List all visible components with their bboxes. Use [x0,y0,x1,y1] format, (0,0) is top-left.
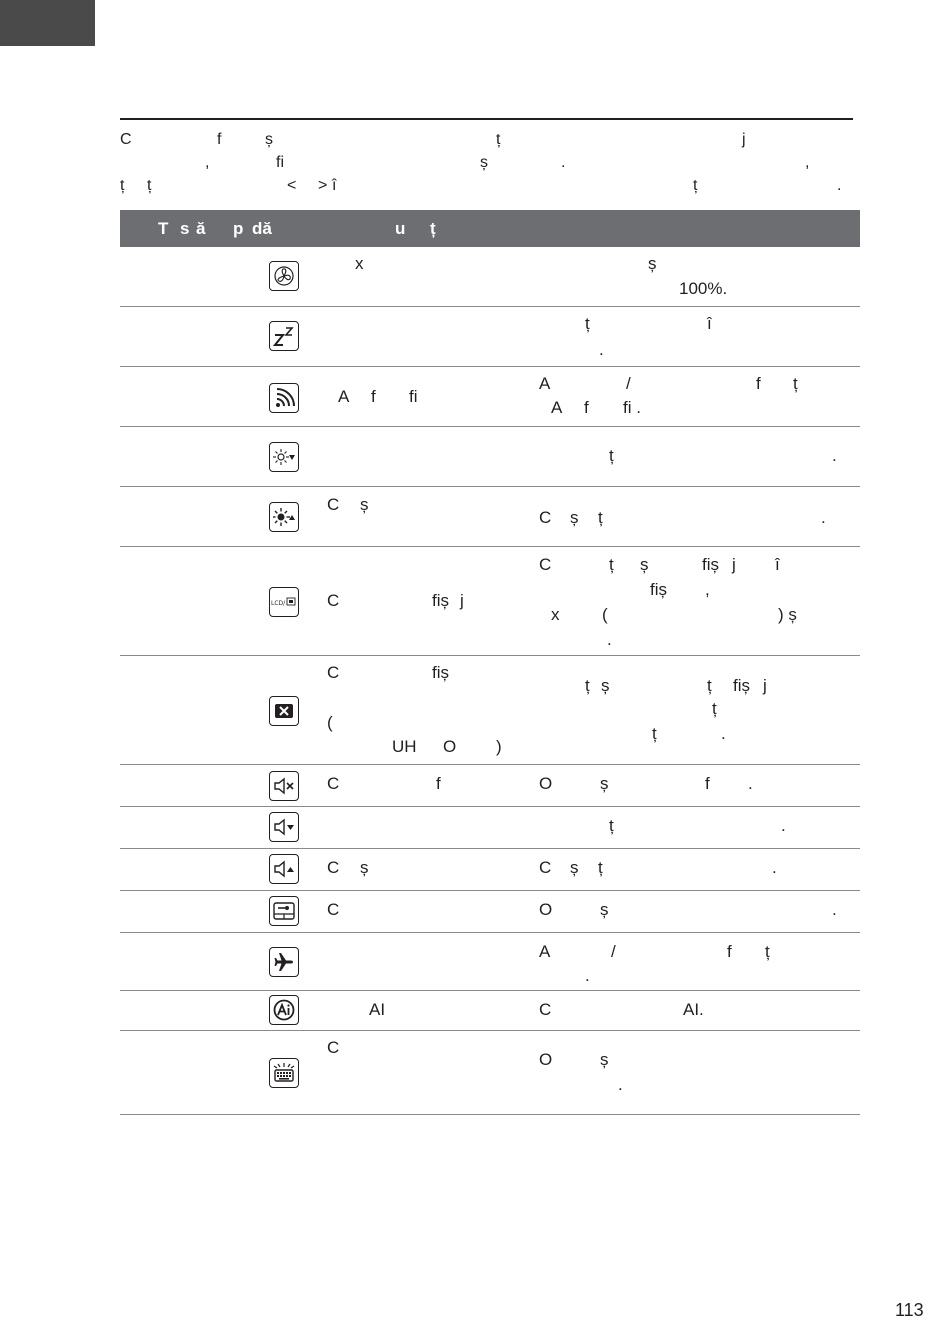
description-fragment: fi . [623,398,641,417]
function-fragment: fiș [432,591,449,610]
description-fragment: C [539,858,552,877]
intro-fragment: ș [480,154,488,171]
description-fragment: ț [609,446,614,465]
table-row [120,1031,860,1115]
function-fragment: C [327,663,340,682]
description-fragment: ț [598,508,603,527]
description-fragment: C [539,1000,552,1019]
header-fragment: ă [196,219,206,238]
table-row [120,656,860,765]
sleep-zz-icon [269,321,299,351]
description-fragment: ț [793,374,798,393]
description-fragment: fiș [733,676,750,695]
chapter-tab [0,0,95,46]
function-fragment: C [327,1038,340,1057]
table-row [120,247,860,307]
table-row [120,891,860,933]
display-switch-label: LCD/ [271,600,286,607]
description-fragment: ț [652,724,657,743]
table-header [120,210,860,247]
intro-fragment: C [120,131,132,148]
header-fragment: p [233,219,244,238]
description-fragment: j [763,676,767,695]
description-fragment: . [781,816,786,835]
description-fragment: ș [648,254,657,273]
description-fragment: O [539,774,553,793]
description-fragment: . [772,858,777,877]
description-fragment: . [821,508,826,527]
description-fragment: / [611,942,616,961]
volume-down-icon [269,812,299,842]
intro-fragment: < [287,177,297,194]
table-row [120,807,860,849]
function-fragment: f [436,774,441,793]
description-fragment: . [585,966,590,985]
function-fragment: ș [360,495,369,514]
function-fragment: C [327,774,340,793]
description-fragment: . [748,774,753,793]
description-fragment: ț [765,942,770,961]
function-fragment: ( [327,713,333,732]
brightness-down-icon [269,442,299,472]
table-row [120,547,860,656]
description-fragment: ș [600,900,609,919]
function-fragment: A [338,387,350,406]
header-fragment: s [180,219,190,238]
description-fragment: A [551,398,563,417]
intro-fragment: ț [120,177,125,194]
function-fragment: C [327,495,340,514]
description-fragment: j [732,555,736,574]
description-fragment: fiș [650,580,667,599]
description-fragment: ș [570,858,579,877]
header-fragment: dă [252,219,272,238]
function-fragment: j [460,591,464,610]
function-fragment: fi [409,387,418,406]
description-fragment: AI. [683,1000,704,1019]
description-fragment: fiș [702,555,719,574]
fan-icon [269,261,299,291]
intro-fragment: j [742,131,746,148]
header-fragment: T [158,219,169,238]
description-fragment: O [539,900,553,919]
description-fragment: C [539,508,552,527]
function-fragment: x [355,254,364,273]
description-fragment: C [539,555,552,574]
description-fragment: ț [585,676,590,695]
intro-fragment: , [805,154,810,171]
header-fragment: u [395,219,406,238]
description-fragment: ș [600,1050,609,1069]
display-switch-icon [269,587,299,617]
description-fragment: ș [601,676,610,695]
description-fragment: . [607,630,612,649]
volume-up-icon [269,854,299,884]
table-row [120,765,860,807]
brightness-up-icon [269,502,299,532]
top-rule [120,118,853,120]
function-fragment: AI [369,1000,386,1019]
table-row [120,933,860,991]
ai-icon [269,995,299,1025]
intro-fragment: fi [276,154,284,171]
mute-icon [269,771,299,801]
description-fragment: f [756,374,761,393]
table-row [120,487,860,547]
description-fragment: / [626,374,631,393]
airplane-icon [269,947,299,977]
description-fragment: ț [598,858,603,877]
description-fragment: ș [600,774,609,793]
description-fragment: x [551,605,560,624]
description-fragment: ț [609,555,614,574]
table-row [120,367,860,427]
intro-fragment: ț [147,177,152,194]
display-off-icon [269,696,299,726]
function-fragment: f [371,387,376,406]
function-fragment: C [327,900,340,919]
description-fragment: . [832,900,837,919]
header-fragment: ț [430,219,436,238]
intro-fragment: ț [496,131,501,148]
description-fragment: . [721,724,726,743]
function-fragment: C [327,591,340,610]
description-fragment: A [539,374,551,393]
description-fragment: ț [585,314,590,333]
description-fragment: î [707,314,712,333]
description-fragment: f [705,774,710,793]
function-fragment: ) [496,737,502,756]
description-fragment: ) ș [778,605,797,624]
intro-fragment: f [217,131,222,148]
description-fragment: A [539,942,551,961]
description-fragment: ț [609,816,614,835]
table-row [120,307,860,367]
description-fragment: î [775,555,780,574]
description-fragment: ț [712,699,717,718]
description-fragment: ( [602,605,608,624]
intro-fragment: > [318,177,328,194]
description-fragment: f [584,398,589,417]
table-row [120,849,860,891]
function-fragment: O [443,737,457,756]
keyboard-backlight-icon [269,1058,299,1088]
page-number: 113 [895,1300,924,1320]
table-row [120,991,860,1031]
intro-fragment: . [561,154,566,171]
description-fragment: , [705,580,710,599]
intro-paragraph [120,128,855,198]
function-fragment: ș [360,858,369,877]
description-fragment: 100%. [679,279,728,298]
function-fragment: fiș [432,663,449,682]
description-fragment: ș [640,555,649,574]
function-fragment: UH [392,737,417,756]
description-fragment: . [618,1075,623,1094]
description-fragment: . [599,340,604,359]
wifi-icon [269,383,299,413]
description-fragment: ț [707,676,712,695]
intro-fragment: î [332,177,337,194]
description-fragment: f [727,942,732,961]
description-fragment: ș [570,508,579,527]
table-row [120,427,860,487]
touchpad-icon [269,896,299,926]
intro-fragment: ș [265,131,273,148]
description-fragment: O [539,1050,553,1069]
description-fragment: . [832,446,837,465]
intro-fragment: . [837,177,842,194]
intro-fragment: ț [693,177,698,194]
intro-fragment: , [205,154,210,171]
function-fragment: C [327,858,340,877]
